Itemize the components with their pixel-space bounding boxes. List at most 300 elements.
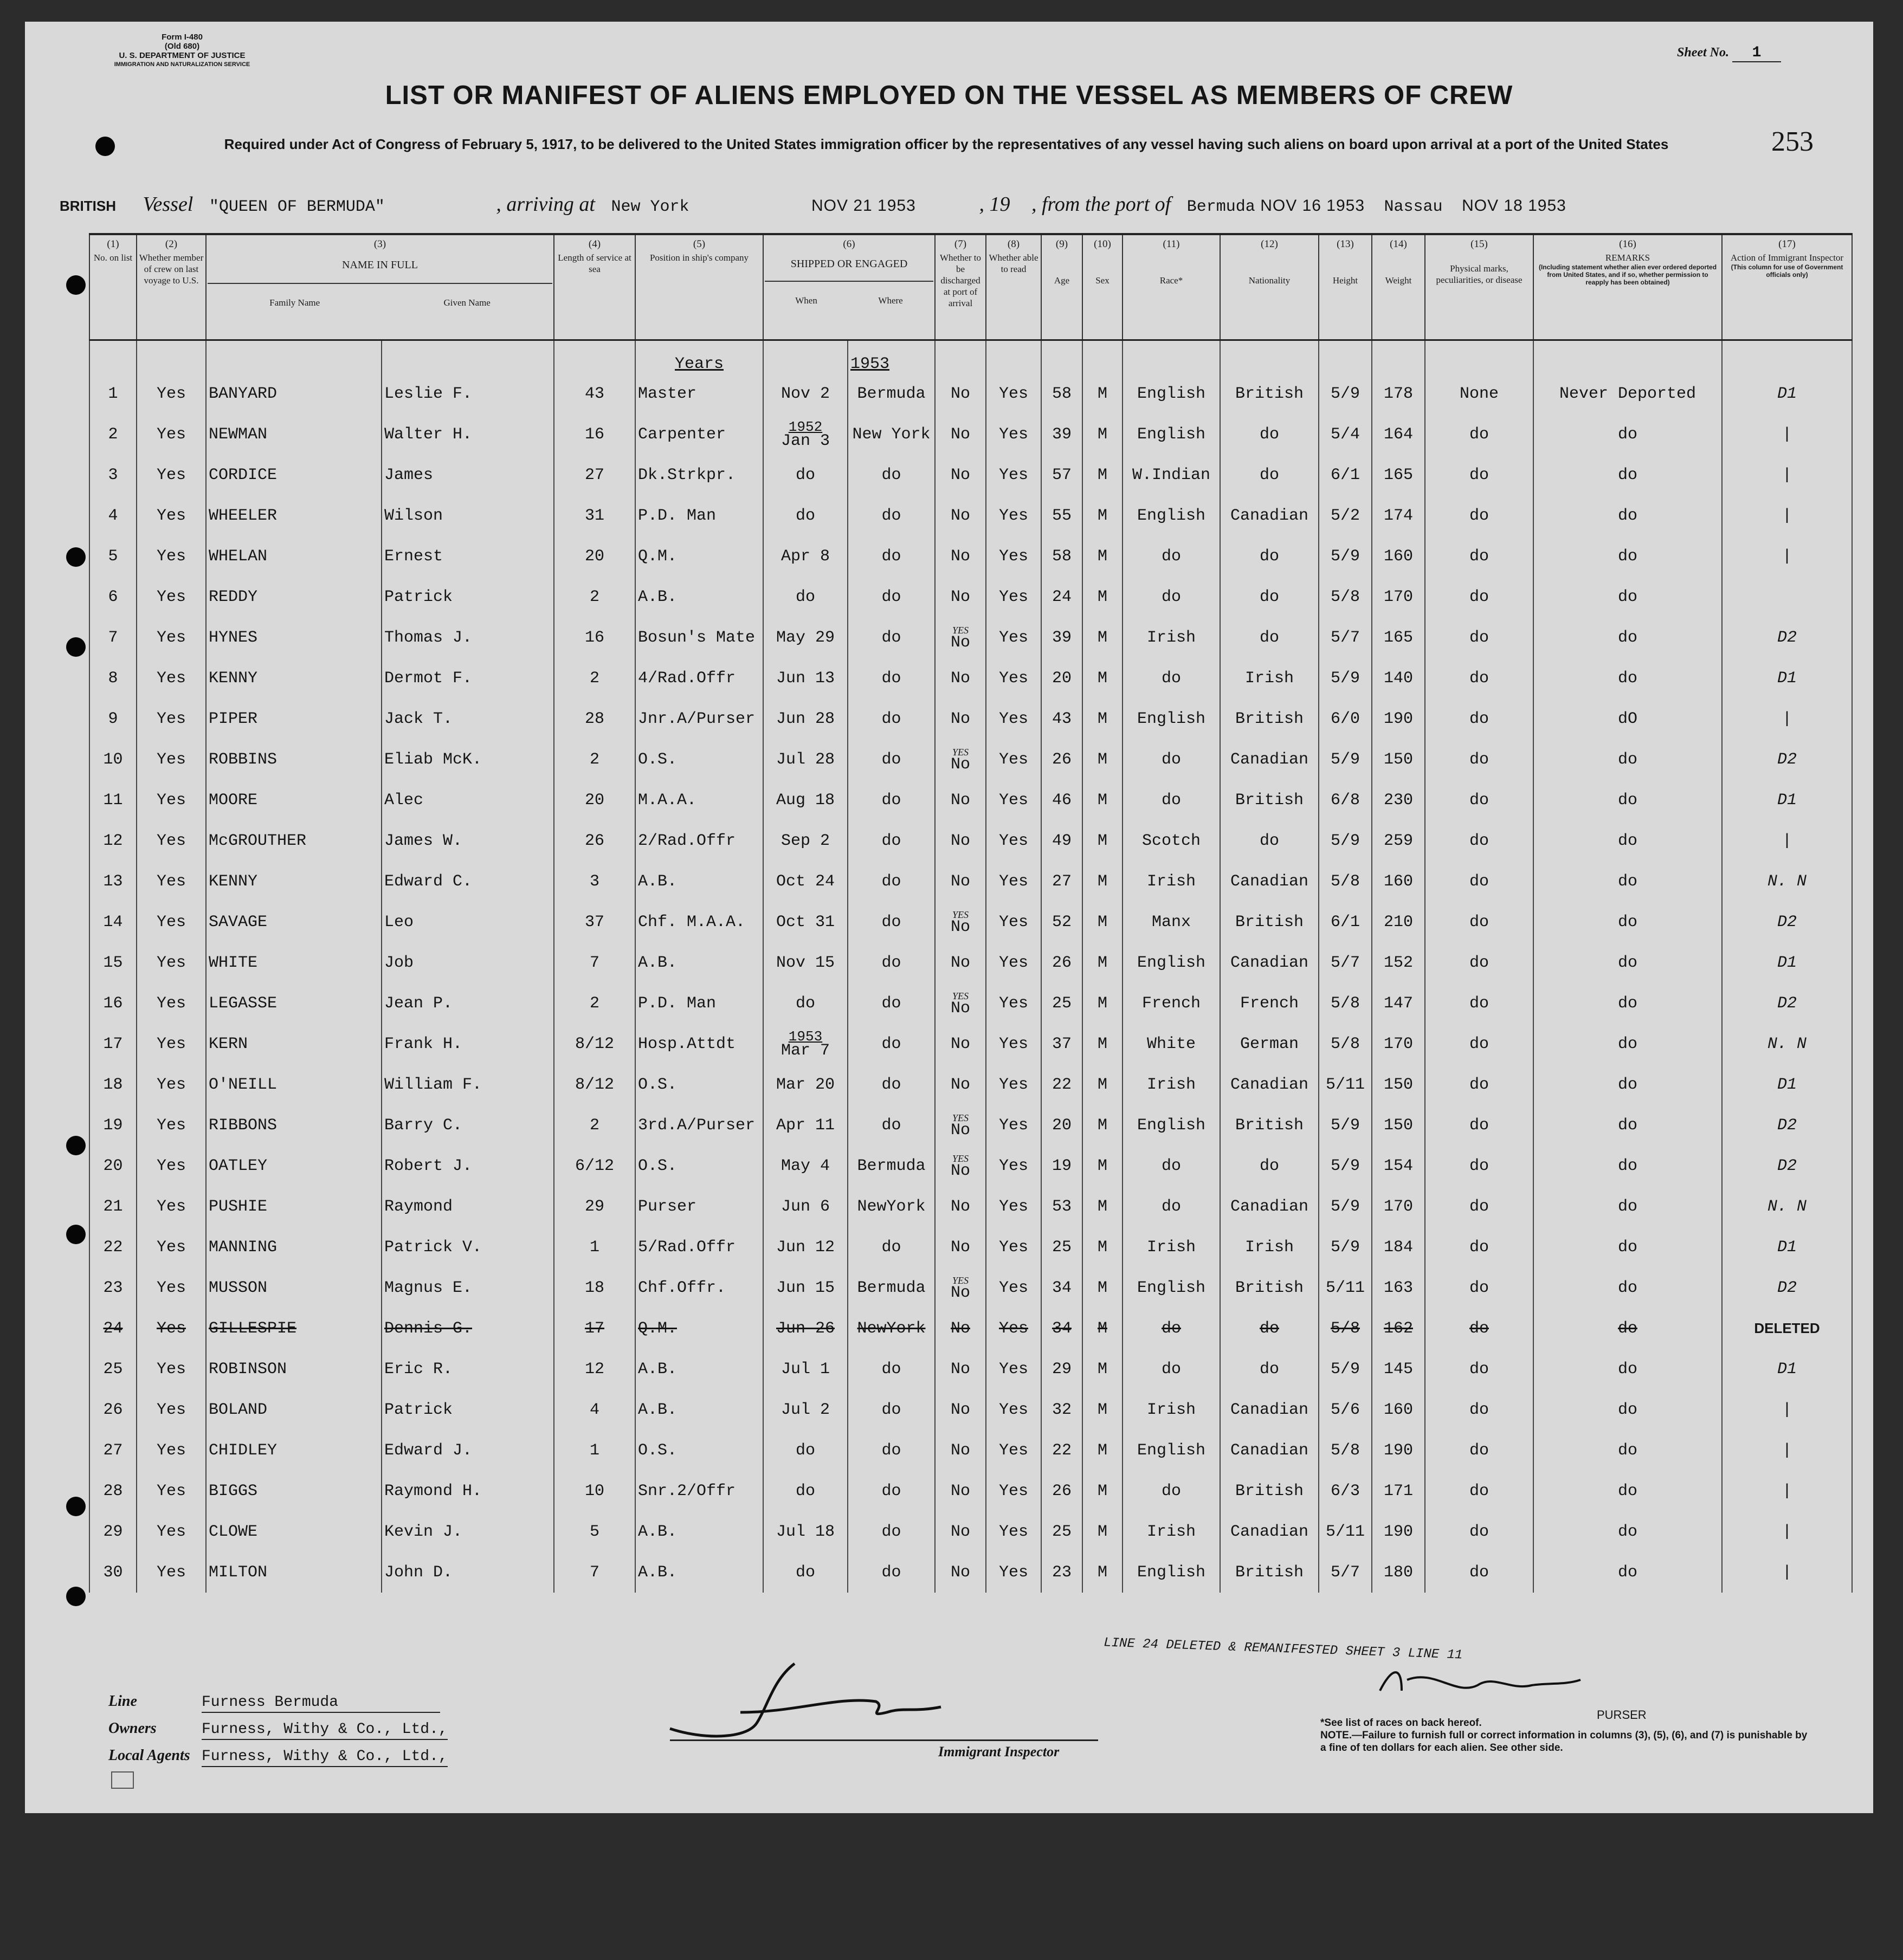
table-row	[89, 1267, 1852, 1308]
prior-voyage: Yes	[137, 536, 206, 577]
given-name: Patrick	[382, 1389, 554, 1430]
row-number: 16	[89, 983, 137, 1024]
shipped-when: Nov 2	[763, 373, 848, 414]
height: 5/9	[1319, 1186, 1372, 1227]
prior-voyage: Yes	[137, 820, 206, 861]
height: 6/3	[1319, 1471, 1372, 1511]
given-name: Leo	[382, 902, 554, 942]
years-unit: Years	[674, 355, 724, 373]
weight: 170	[1372, 1024, 1425, 1064]
position: Chf. M.A.A.	[635, 902, 763, 942]
service-years: 2	[554, 577, 635, 617]
height: 5/8	[1319, 1024, 1372, 1064]
inspector-action: D2	[1722, 617, 1852, 658]
shipped-where: do	[848, 1024, 935, 1064]
discharge-flag: No	[935, 495, 986, 536]
age: 34	[1041, 1308, 1082, 1349]
form-identifier	[101, 33, 263, 69]
sex: M	[1082, 1146, 1123, 1186]
table-row	[89, 1430, 1852, 1471]
shipped-where: do	[848, 1064, 935, 1105]
nationality: British	[1220, 780, 1319, 820]
vessel-flag: BRITISH	[60, 198, 116, 214]
height: 5/4	[1319, 414, 1372, 455]
sex: M	[1082, 1227, 1123, 1267]
age: 55	[1041, 495, 1082, 536]
shipped-where: NewYork	[848, 1186, 935, 1227]
row-number: 24	[89, 1308, 137, 1349]
sex: M	[1082, 1267, 1123, 1308]
table-row	[89, 780, 1852, 820]
given-name: Ernest	[382, 536, 554, 577]
age: 43	[1041, 698, 1082, 739]
table-row	[89, 1511, 1852, 1552]
remarks: do	[1533, 861, 1722, 902]
prior-voyage: Yes	[137, 902, 206, 942]
purser-signature	[1369, 1653, 1597, 1712]
can-read: Yes	[986, 942, 1041, 983]
year-unit: 1953	[850, 355, 890, 373]
age: 32	[1041, 1389, 1082, 1430]
discharge-annotation: YES	[952, 1153, 969, 1164]
can-read: Yes	[986, 1511, 1041, 1552]
row-number: 13	[89, 861, 137, 902]
age: 27	[1041, 861, 1082, 902]
shipped-year: 1952	[788, 418, 823, 435]
table-row	[89, 820, 1852, 861]
inspector-action: |	[1722, 414, 1852, 455]
physical-marks: None	[1425, 373, 1533, 414]
crew-table	[89, 233, 1853, 1593]
service-years: 1	[554, 1430, 635, 1471]
table-row	[89, 1471, 1852, 1511]
weight: 147	[1372, 983, 1425, 1024]
age: 22	[1041, 1064, 1082, 1105]
agents-value: Furness, Withy & Co., Ltd.,	[202, 1748, 448, 1767]
discharge-annotation: YES	[952, 1112, 969, 1123]
prior-voyage: Yes	[137, 373, 206, 414]
sex: M	[1082, 577, 1123, 617]
inspector-action: N. N	[1722, 861, 1852, 902]
given-name: Magnus E.	[382, 1267, 554, 1308]
weight: 180	[1372, 1552, 1425, 1593]
binder-hole-icon	[66, 1497, 86, 1516]
row-number: 10	[89, 739, 137, 780]
service-name: IMMIGRATION AND NATURALIZATION SERVICE	[114, 61, 250, 68]
inspector-action: |	[1722, 820, 1852, 861]
race: do	[1123, 1471, 1220, 1511]
prior-voyage: Yes	[137, 1267, 206, 1308]
given-name: Dennis G.	[382, 1308, 554, 1349]
family-name: CLOWE	[206, 1511, 382, 1552]
service-years: 8/12	[554, 1064, 635, 1105]
age: 52	[1041, 902, 1082, 942]
nationality: Canadian	[1220, 942, 1319, 983]
inspector-action: D1	[1722, 1349, 1852, 1389]
family-name: MOORE	[206, 780, 382, 820]
row-number: 8	[89, 658, 137, 698]
age: 20	[1041, 658, 1082, 698]
nationality: Irish	[1220, 1227, 1319, 1267]
age: 20	[1041, 1105, 1082, 1146]
can-read: Yes	[986, 1308, 1041, 1349]
physical-marks: do	[1425, 983, 1533, 1024]
table-row	[89, 1146, 1852, 1186]
family-name: WHEELER	[206, 495, 382, 536]
inspector-action: D1	[1722, 1064, 1852, 1105]
shipped-when: do	[763, 1552, 848, 1593]
discharge-flag: No	[935, 820, 986, 861]
height: 5/2	[1319, 495, 1372, 536]
shipped-when: do	[763, 455, 848, 495]
discharge-flag: No	[935, 373, 986, 414]
physical-marks: do	[1425, 739, 1533, 780]
can-read: Yes	[986, 820, 1041, 861]
sex: M	[1082, 1024, 1123, 1064]
weight: 154	[1372, 1146, 1425, 1186]
position: Bosun's Mate	[635, 617, 763, 658]
table-row	[89, 1389, 1852, 1430]
family-name: O'NEILL	[206, 1064, 382, 1105]
prior-voyage: Yes	[137, 1511, 206, 1552]
race: do	[1123, 577, 1220, 617]
service-years: 7	[554, 942, 635, 983]
old-form-number: (Old 680)	[164, 42, 200, 51]
weight: 170	[1372, 1186, 1425, 1227]
nationality: do	[1220, 577, 1319, 617]
height: 5/9	[1319, 1227, 1372, 1267]
departure-port-2: Nassau	[1384, 198, 1443, 216]
family-name: PUSHIE	[206, 1186, 382, 1227]
shipped-when: Jun 26	[763, 1308, 848, 1349]
height: 6/8	[1319, 780, 1372, 820]
shipped-where: New York	[848, 414, 935, 455]
prior-voyage: Yes	[137, 1146, 206, 1186]
height: 5/7	[1319, 617, 1372, 658]
service-years: 12	[554, 1349, 635, 1389]
shipped-where: do	[848, 1430, 935, 1471]
position: Dk.Strkpr.	[635, 455, 763, 495]
age: 46	[1041, 780, 1082, 820]
height: 5/9	[1319, 1105, 1372, 1146]
inspector-action: D2	[1722, 1146, 1852, 1186]
column-headers	[89, 234, 1852, 340]
remarks: do	[1533, 1308, 1722, 1349]
col-header-14: (14) Weight	[1372, 234, 1425, 340]
family-name: MANNING	[206, 1227, 382, 1267]
sex: M	[1082, 942, 1123, 983]
age: 24	[1041, 577, 1082, 617]
age: 26	[1041, 1471, 1082, 1511]
shipped-where: do	[848, 902, 935, 942]
nationality: Irish	[1220, 658, 1319, 698]
nationality: British	[1220, 1105, 1319, 1146]
shipped-when: Nov 15	[763, 942, 848, 983]
physical-marks: do	[1425, 861, 1533, 902]
age: 23	[1041, 1552, 1082, 1593]
shipped-where: do	[848, 1471, 935, 1511]
prior-voyage: Yes	[137, 739, 206, 780]
service-years: 2	[554, 739, 635, 780]
shipped-when: Jul 2	[763, 1389, 848, 1430]
remarks: do	[1533, 414, 1722, 455]
col-header-13: (13) Height	[1319, 234, 1372, 340]
shipped-when: Oct 31	[763, 902, 848, 942]
age: 22	[1041, 1430, 1082, 1471]
race: do	[1123, 1146, 1220, 1186]
sex: M	[1082, 698, 1123, 739]
race: Irish	[1123, 1227, 1220, 1267]
sex: M	[1082, 536, 1123, 577]
sex: M	[1082, 1105, 1123, 1146]
page-subtitle: Required under Act of Congress of February 5, 1917, to be delivered to the United States immigration officer by the representatives of any vessel having such aliens on board upon arrival at a port of the United States	[224, 136, 1669, 152]
discharge-annotation: YES	[952, 909, 969, 920]
nationality: Canadian	[1220, 1389, 1319, 1430]
height: 5/6	[1319, 1389, 1372, 1430]
sex: M	[1082, 739, 1123, 780]
remarks: do	[1533, 1024, 1722, 1064]
line-field: Line Furness Bermuda	[108, 1688, 448, 1715]
remarks: do	[1533, 658, 1722, 698]
can-read: Yes	[986, 373, 1041, 414]
can-read: Yes	[986, 1024, 1041, 1064]
shipped-where: do	[848, 617, 935, 658]
position: Chf.Offr.	[635, 1267, 763, 1308]
row-number: 22	[89, 1227, 137, 1267]
height: 5/8	[1319, 861, 1372, 902]
arrival-port: New York	[611, 198, 689, 216]
family-name-header: Family Name	[269, 297, 320, 308]
weight: 150	[1372, 739, 1425, 780]
remarks: do	[1533, 1552, 1722, 1593]
col-header-3: (3) NAME IN FULL Family Name Given Name	[206, 234, 554, 340]
position: 2/Rad.Offr	[635, 820, 763, 861]
can-read: Yes	[986, 414, 1041, 455]
race: English	[1123, 1430, 1220, 1471]
row-number: 14	[89, 902, 137, 942]
col-header-5: (5) Position in ship's company	[635, 234, 763, 340]
owners-field: Owners Furness, Withy & Co., Ltd.,	[108, 1715, 448, 1742]
vessel-line: BRITISH Vessel "QUEEN OF BERMUDA" , arriving at New York NOV 21 1953 , 19 , from the port of Bermuda NOV 16 1953 Nassau NOV 18 1953	[60, 193, 1566, 216]
nationality: do	[1220, 1146, 1319, 1186]
table-row	[89, 1349, 1852, 1389]
table-row	[89, 1186, 1852, 1227]
shipped-when: 1953 Mar 7	[763, 1024, 848, 1064]
inspector-action: D2	[1722, 1105, 1852, 1146]
col-header-11: (11) Race*	[1123, 234, 1220, 340]
can-read: Yes	[986, 1186, 1041, 1227]
col-header-6: (6) SHIPPED OR ENGAGED When Where	[763, 234, 935, 340]
remarks: do	[1533, 1105, 1722, 1146]
row-number: 28	[89, 1471, 137, 1511]
physical-marks: do	[1425, 1430, 1533, 1471]
prior-voyage: Yes	[137, 414, 206, 455]
position: Q.M.	[635, 1308, 763, 1349]
row-number: 30	[89, 1552, 137, 1593]
family-name: BANYARD	[206, 373, 382, 414]
family-name: ROBINSON	[206, 1349, 382, 1389]
nationality: do	[1220, 820, 1319, 861]
discharge-flag: No	[935, 658, 986, 698]
age: 25	[1041, 1511, 1082, 1552]
discharge-flag: No	[935, 1349, 986, 1389]
discharge-annotation: YES	[952, 746, 969, 758]
physical-marks: do	[1425, 820, 1533, 861]
discharge-flag: No	[935, 780, 986, 820]
position: A.B.	[635, 1511, 763, 1552]
position: M.A.A.	[635, 780, 763, 820]
position: Carpenter	[635, 414, 763, 455]
sex: M	[1082, 820, 1123, 861]
row-number: 26	[89, 1389, 137, 1430]
family-name: ROBBINS	[206, 739, 382, 780]
table-row	[89, 455, 1852, 495]
physical-marks: do	[1425, 1186, 1533, 1227]
can-read: Yes	[986, 1552, 1041, 1593]
row-number: 21	[89, 1186, 137, 1227]
shipped-where: Bermuda	[848, 1267, 935, 1308]
inspector-action: |	[1722, 1471, 1852, 1511]
table-row	[89, 902, 1852, 942]
can-read: Yes	[986, 495, 1041, 536]
nationality: do	[1220, 617, 1319, 658]
shipped-where: do	[848, 861, 935, 902]
physical-marks: do	[1425, 617, 1533, 658]
age: 34	[1041, 1267, 1082, 1308]
nationality: Canadian	[1220, 1186, 1319, 1227]
row-number: 12	[89, 820, 137, 861]
col-header-16: (16) REMARKS (Including statement whether alien ever ordered deported from United States, and if so, whether permission to reapply has been obtained)	[1533, 234, 1722, 340]
race: W.Indian	[1123, 455, 1220, 495]
position: A.B.	[635, 577, 763, 617]
shipped-year: 1953	[788, 1028, 823, 1045]
inspector-action: D2	[1722, 739, 1852, 780]
given-name: James W.	[382, 820, 554, 861]
physical-marks: do	[1425, 658, 1533, 698]
height: 5/8	[1319, 1308, 1372, 1349]
prior-voyage: Yes	[137, 942, 206, 983]
physical-marks: do	[1425, 536, 1533, 577]
col-header-17: (17) Action of Immigrant Inspector (This column for use of Government officials only)	[1722, 234, 1852, 340]
can-read: Yes	[986, 1146, 1041, 1186]
weight: 164	[1372, 414, 1425, 455]
remarks: do	[1533, 617, 1722, 658]
height: 5/7	[1319, 1552, 1372, 1593]
sex: M	[1082, 495, 1123, 536]
position: O.S.	[635, 1146, 763, 1186]
weight: 190	[1372, 1511, 1425, 1552]
service-years: 31	[554, 495, 635, 536]
inspector-action: D1	[1722, 373, 1852, 414]
shipped-when: Aug 18	[763, 780, 848, 820]
race: do	[1123, 1308, 1220, 1349]
prior-voyage: Yes	[137, 861, 206, 902]
family-name: BIGGS	[206, 1471, 382, 1511]
shipped-when: Jul 28	[763, 739, 848, 780]
remarks: do	[1533, 1186, 1722, 1227]
prior-voyage: Yes	[137, 1389, 206, 1430]
remarks: do	[1533, 577, 1722, 617]
family-name: MUSSON	[206, 1267, 382, 1308]
shipped-when: do	[763, 577, 848, 617]
remarks: do	[1533, 942, 1722, 983]
departure-date-1: NOV 16 1953	[1260, 197, 1365, 215]
family-name: HYNES	[206, 617, 382, 658]
owners-value: Furness, Withy & Co., Ltd.,	[202, 1720, 448, 1740]
given-name: Robert J.	[382, 1146, 554, 1186]
arrival-date: NOV 21 1953	[811, 197, 916, 215]
family-name: SAVAGE	[206, 902, 382, 942]
position: Purser	[635, 1186, 763, 1227]
where-header: Where	[878, 295, 903, 306]
footer-note	[1320, 1717, 1808, 1754]
inspector-action: D1	[1722, 780, 1852, 820]
height: 5/8	[1319, 577, 1372, 617]
weight: 190	[1372, 698, 1425, 739]
discharge-flag: YES No	[935, 1267, 986, 1308]
weight: 160	[1372, 536, 1425, 577]
age: 39	[1041, 414, 1082, 455]
table-row	[89, 658, 1852, 698]
inspector-action: |	[1722, 536, 1852, 577]
discharge-flag: YES No	[935, 1146, 986, 1186]
can-read: Yes	[986, 861, 1041, 902]
service-years: 37	[554, 902, 635, 942]
inspector-action: |	[1722, 455, 1852, 495]
given-name: Thomas J.	[382, 617, 554, 658]
inspector-action: |	[1722, 1552, 1852, 1593]
binder-hole-icon	[66, 1136, 86, 1155]
can-read: Yes	[986, 902, 1041, 942]
discharge-annotation: YES	[952, 1275, 969, 1286]
age: 58	[1041, 373, 1082, 414]
can-read: Yes	[986, 1389, 1041, 1430]
discharge-flag: YES No	[935, 617, 986, 658]
discharge-flag: No	[935, 942, 986, 983]
weight: 178	[1372, 373, 1425, 414]
age: 26	[1041, 942, 1082, 983]
remarks: do	[1533, 820, 1722, 861]
discharge-flag: YES No	[935, 902, 986, 942]
remarks: do	[1533, 536, 1722, 577]
age: 25	[1041, 1227, 1082, 1267]
table-row	[89, 861, 1852, 902]
physical-marks: do	[1425, 1105, 1533, 1146]
service-years: 7	[554, 1552, 635, 1593]
inspector-action: N. N	[1722, 1186, 1852, 1227]
discharge-flag: No	[935, 1511, 986, 1552]
race: English	[1123, 1267, 1220, 1308]
race: English	[1123, 698, 1220, 739]
row-number: 20	[89, 1146, 137, 1186]
service-years: 10	[554, 1471, 635, 1511]
nationality: Canadian	[1220, 495, 1319, 536]
sex: M	[1082, 780, 1123, 820]
can-read: Yes	[986, 577, 1041, 617]
position: Jnr.A/Purser	[635, 698, 763, 739]
remarks: do	[1533, 495, 1722, 536]
race: do	[1123, 780, 1220, 820]
position: P.D. Man	[635, 983, 763, 1024]
sex: M	[1082, 902, 1123, 942]
race: English	[1123, 373, 1220, 414]
shipped-where: do	[848, 1349, 935, 1389]
age: 39	[1041, 617, 1082, 658]
can-read: Yes	[986, 1267, 1041, 1308]
discharge-flag: No	[935, 1389, 986, 1430]
physical-marks: do	[1425, 1511, 1533, 1552]
nationality: do	[1220, 455, 1319, 495]
